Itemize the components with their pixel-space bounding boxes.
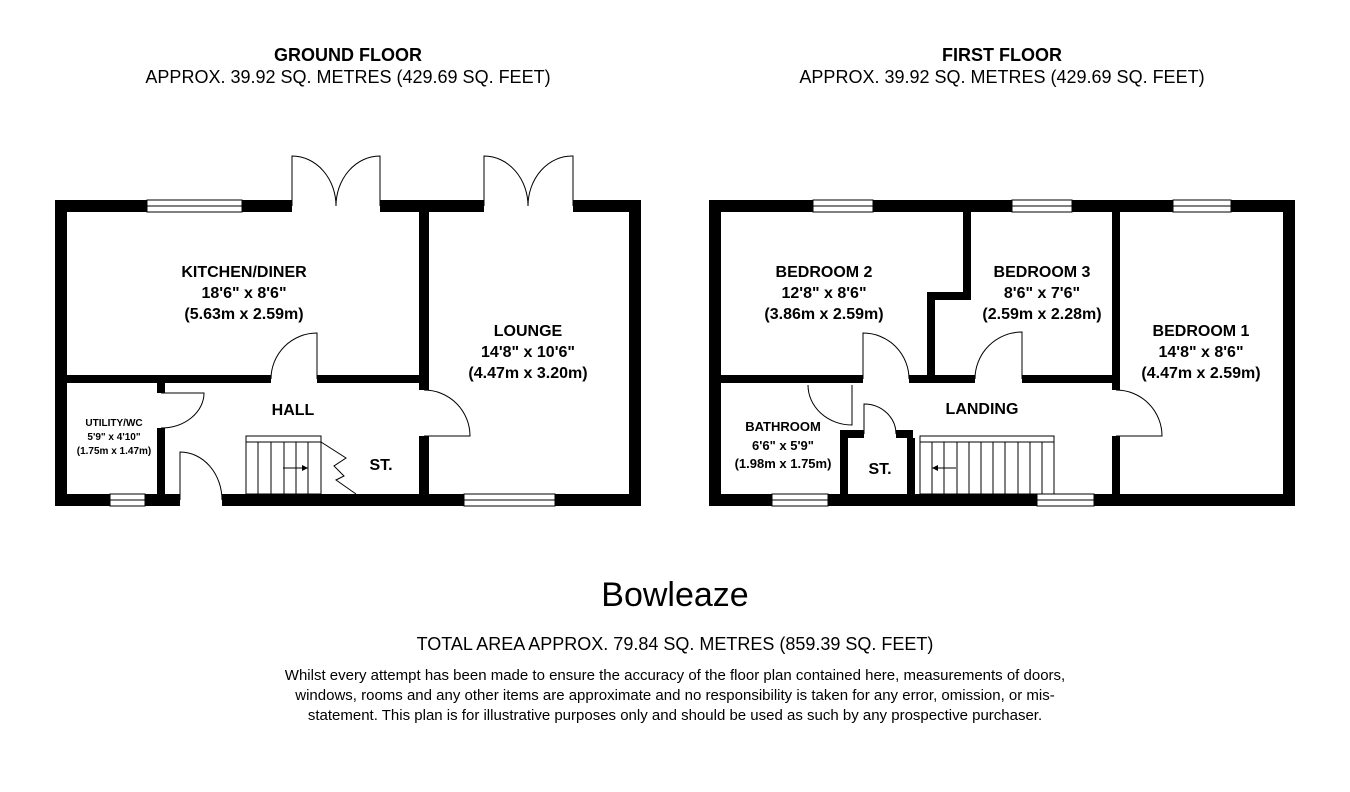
wall [828,494,1037,506]
utility-window [110,494,145,506]
wall [55,200,147,212]
wall [1094,494,1295,506]
bedroom1-imperial: 14'8" x 8'6" [1158,344,1244,361]
bedroom2-name: BEDROOM 2 [775,264,873,281]
first-floor-plan [709,200,1295,506]
bedroom1-name: BEDROOM 1 [1152,323,1250,340]
wall [840,430,848,494]
wall [317,375,419,383]
wall [157,428,165,494]
kitchen-french-doors [292,156,380,206]
ground-floor-plan [55,156,641,506]
ground-floor-area: APPROX. 39.92 SQ. METRES (429.69 SQ. FEET) [145,67,551,87]
ground-floor-title: GROUND FLOOR [274,45,422,65]
wall [709,200,813,212]
hall-name: HALL [271,402,315,419]
wall [721,375,863,383]
bedroom1-window [1173,200,1231,212]
lounge-name: LOUNGE [493,323,563,340]
wall [963,212,971,298]
first-floor-title: FIRST FLOOR [942,45,1062,65]
wall [222,494,464,506]
ground-store-name: ST. [369,457,393,474]
bedroom3-name: BEDROOM 3 [993,264,1091,281]
wall [927,292,935,382]
wall [873,200,1012,212]
wall [709,494,772,506]
bathroom-window [772,494,828,506]
wall [157,383,165,393]
lounge-french-doors [484,156,573,206]
wall [419,212,429,390]
bedroom1-door [1116,390,1162,436]
first-floor-stairs [920,436,1054,494]
property-name: Bowleaze [601,576,749,614]
bedroom2-window [813,200,873,212]
kitchen-metric: (5.63m x 2.59m) [184,306,304,323]
bathroom-name: BATHROOM [745,419,821,434]
disclaimer-text: Whilst every attempt has been made to ensure the accuracy of the floor plan contained here, measurements of doors, windows, rooms and any other items are approximate and no responsibility is taken for any error, omission, or mis-statement. This plan is for illustrative purposes only and should be used as such by any prospective purchaser. [284,667,1066,724]
wall [909,375,975,383]
wall [242,200,292,212]
wall [848,430,864,438]
utility-door [161,393,204,428]
kitchen-window [147,200,242,212]
wall [1022,375,1112,383]
wall [145,494,180,506]
utility-name: UTILITY/WC [85,418,143,429]
wall [55,200,67,506]
bathroom-imperial: 6'6" x 5'9" [752,438,814,453]
first-floor-area: APPROX. 39.92 SQ. METRES (429.69 SQ. FEET) [799,67,1205,87]
wall [1072,200,1173,212]
wall [907,438,915,494]
wall [709,200,721,506]
lounge-metric: (4.47m x 3.20m) [468,365,588,382]
utility-metric: (1.75m x 1.47m) [76,446,152,457]
bedroom3-metric: (2.59m x 2.28m) [982,306,1102,323]
kitchen-door [271,333,317,379]
lounge-door [424,390,470,436]
bathroom-metric: (1.98m x 1.75m) [734,456,832,471]
landing-store-door [864,404,896,434]
wall [380,200,484,212]
wall [55,494,110,506]
bedroom1-metric: (4.47m x 2.59m) [1141,365,1261,382]
kitchen-name: KITCHEN/DINER [181,264,307,281]
wall [555,494,641,506]
bedroom3-imperial: 8'6" x 7'6" [1003,285,1081,302]
wall [1112,436,1120,494]
bedroom2-door [863,333,909,379]
wall [419,436,429,494]
landing-window [1037,494,1094,506]
total-area: TOTAL AREA APPROX. 79.84 SQ. METRES (859.39 SQ. FEET) [416,634,934,654]
landing-name: LANDING [945,401,1019,418]
lounge-imperial: 14'8" x 10'6" [481,344,575,361]
bedroom2-metric: (3.86m x 2.59m) [764,306,884,323]
first-store-name: ST. [868,461,892,478]
wall [629,200,641,506]
bedroom3-window [1012,200,1072,212]
bedroom2-imperial: 12'8" x 8'6" [781,285,867,302]
ground-stairs [246,436,356,494]
utility-imperial: 5'9" x 4'10" [87,432,141,443]
wall [896,430,913,438]
kitchen-imperial: 18'6" x 8'6" [201,285,287,302]
lounge-window [464,494,555,506]
wall [67,375,271,383]
bedroom3-door [975,332,1022,379]
wall [1112,212,1120,390]
front-door [180,452,222,500]
wall [1283,200,1295,506]
